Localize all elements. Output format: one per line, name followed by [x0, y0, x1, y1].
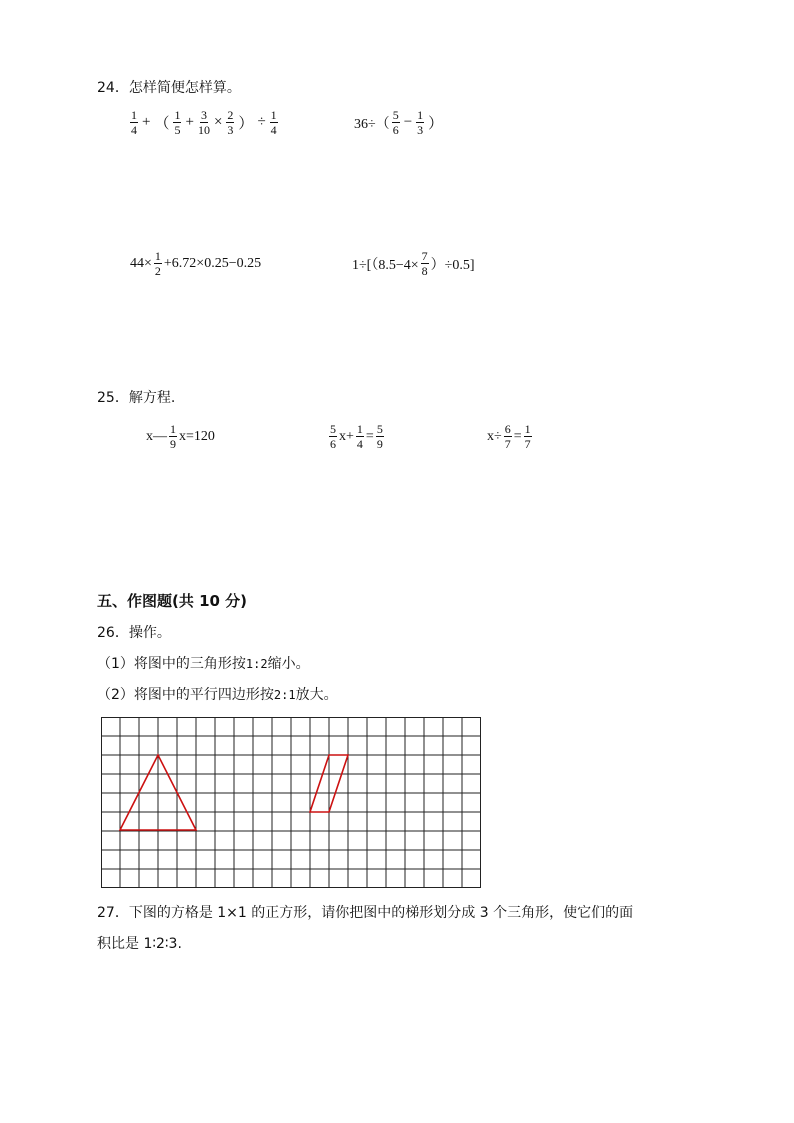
- q26-part-1: （1）将图中的三角形按1:2缩小。: [97, 656, 310, 672]
- q24-expr-1: $\frac{1}{4}$ + （ $\frac{1}{5}$ + $\frac{3}{10}$ × $\frac{2}{3}$ ） ÷ $\frac{1}{4}$: [131, 108, 277, 137]
- fraction: $\frac{5}{6}$: [392, 108, 399, 137]
- fraction: $\frac{1}{5}$: [174, 108, 181, 137]
- q26-part-2: （2）将图中的平行四边形按2:1放大。: [97, 687, 338, 703]
- fraction: $\frac{2}{3}$: [227, 108, 234, 137]
- fraction: $\frac{1}{7}$: [524, 422, 531, 451]
- section-5-title: 五、作图题(共 10 分): [97, 592, 248, 610]
- fraction: $\frac{5}{6}$: [330, 422, 336, 451]
- q27-line-1: 27．下图的方格是 1×1 的正方形，请你把图中的梯形划分成 3 个三角形，使它们的面: [97, 905, 634, 921]
- grid-figure: [101, 717, 481, 888]
- q24-expr-2: 36÷（ $\frac{5}{6}$ − $\frac{1}{3}$ ）: [354, 108, 444, 137]
- fraction: $\frac{3}{10}$: [197, 108, 210, 137]
- q27-line-2: 积比是 1∶2∶3.: [97, 936, 182, 952]
- q24-expr-3: 44× $\frac{1}{2}$ +6.72×0.25−0.25: [130, 249, 262, 278]
- fraction: $\frac{6}{7}$: [504, 422, 511, 451]
- q25-title: 25．解方程.: [97, 390, 176, 406]
- q24-title: 24．怎样简便怎样算。: [97, 80, 241, 96]
- fraction: $\frac{1}{3}$: [417, 108, 424, 137]
- fraction: $\frac{1}{9}$: [170, 422, 176, 451]
- q25-eq-2: $\frac{5}{6}$ x+ $\frac{1}{4}$ = $\frac{5}{9}$: [330, 422, 383, 451]
- q25-eq-1: x— $\frac{1}{9}$ x=120: [146, 422, 215, 451]
- fraction: $\frac{1}{2}$: [154, 249, 161, 278]
- fraction: $\frac{1}{4}$: [356, 422, 363, 451]
- q26-title: 26．操作。: [97, 625, 171, 641]
- grid-lines: [101, 717, 481, 888]
- fraction: $\frac{1}{4}$: [131, 108, 137, 137]
- grid-svg: [101, 717, 481, 888]
- q25-eq-3: x÷ $\frac{6}{7}$ = $\frac{1}{7}$: [487, 422, 531, 451]
- q24-expr-4: 1÷[（8.5−4× $\frac{7}{8}$ ）÷0.5]: [352, 249, 475, 278]
- fraction: $\frac{7}{8}$: [421, 249, 428, 278]
- fraction: $\frac{5}{9}$: [376, 422, 383, 451]
- fraction: $\frac{1}{4}$: [270, 108, 277, 137]
